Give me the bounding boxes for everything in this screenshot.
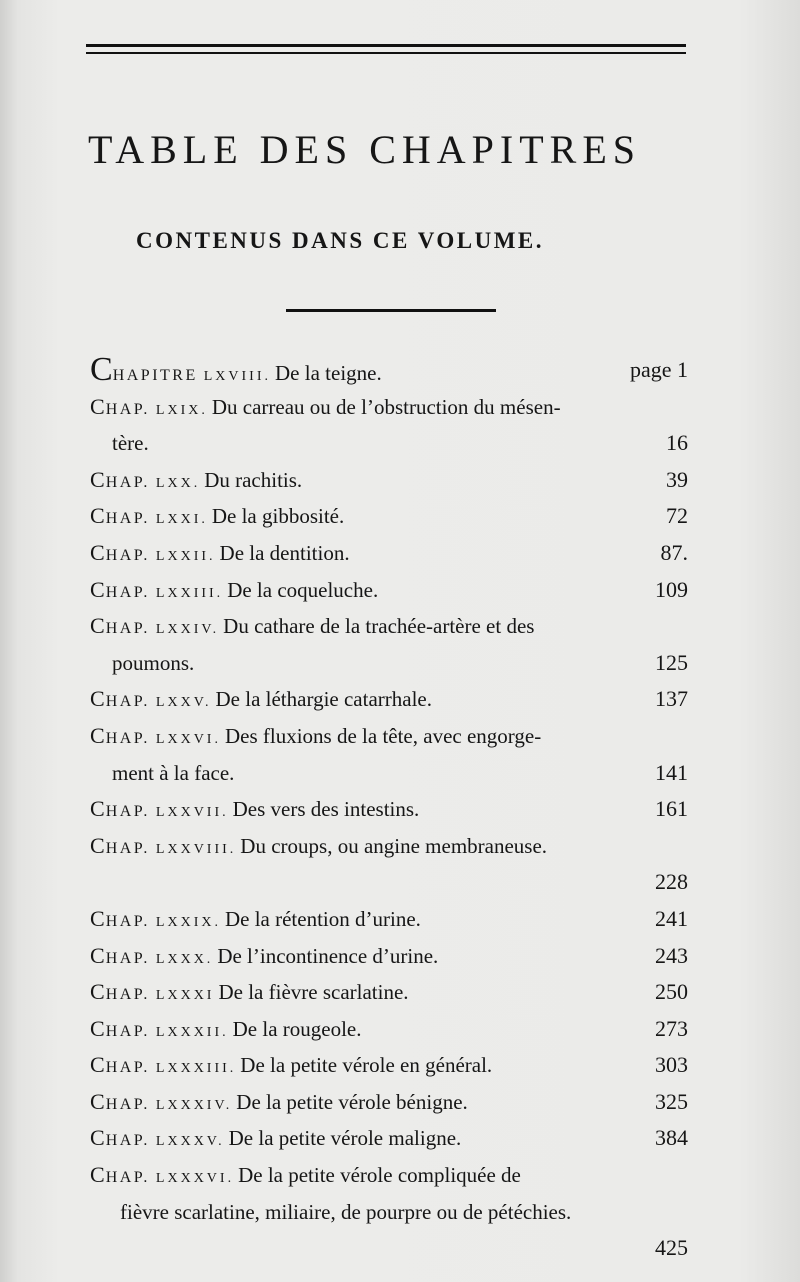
chapter-label [90, 393, 150, 419]
chapter-title: Des fluxions de la tête, avec engorge- [224, 723, 542, 748]
chapter-label-rest: HAPITRE [112, 367, 198, 384]
chapter-initial: C [90, 466, 106, 492]
toc-entry-page-line [90, 1230, 688, 1267]
toc-entry-line [90, 1084, 688, 1121]
chapter-title: De la petite vérole en général. [240, 1053, 493, 1078]
toc-entry [90, 352, 688, 389]
chapter-title: Du croups, ou angine membraneuse. [240, 833, 548, 858]
chapter-label-rest: HAP. [105, 803, 150, 821]
page-number: 109 [655, 576, 688, 602]
page-number: 72 [666, 503, 688, 529]
chapter-title-continuation: ment à la face. [112, 760, 235, 785]
toc-entry [90, 974, 688, 1011]
toc-entry-line [90, 901, 688, 938]
separator-rule [286, 309, 496, 312]
chapter-label-rest: HAP. [105, 473, 150, 491]
chapter-number: LXXXV. [155, 1134, 225, 1150]
toc-entry-line [90, 389, 688, 426]
chapter-initial: C [90, 1052, 106, 1078]
top-rule-thin [86, 52, 686, 54]
chapter-number: LXXVI. [155, 731, 221, 747]
chapter-number: LXXXIII. [155, 1061, 237, 1077]
chapter-label-rest: HAP. [105, 510, 150, 528]
chapter-title: De la petite vérole maligne. [228, 1126, 462, 1151]
chapter-number: LXXX. [155, 951, 214, 967]
chapter-label [90, 503, 150, 529]
toc-entry-line [90, 1047, 688, 1084]
chapter-number: LXVIII. [203, 369, 272, 384]
chapter-initial: C [90, 503, 106, 529]
chapter-label-rest: HAP. [105, 839, 150, 857]
chapter-number: LXX. [155, 475, 201, 491]
chapter-title: De la coqueluche. [227, 577, 379, 602]
chapter-title: De la petite vérole bénigne. [236, 1089, 468, 1114]
toc-entry [90, 791, 688, 828]
toc-entry-continuation [90, 755, 688, 792]
chapter-title: De l’incontinence d’urine. [217, 943, 439, 968]
toc-entry [90, 535, 688, 572]
chapter-label-rest: HAP. [105, 400, 150, 418]
toc-entry [90, 901, 688, 938]
page-number: page 1 [629, 357, 688, 382]
chapter-label-rest: HAP. [105, 1022, 150, 1040]
page-title: TABLE DES CHAPITRES [88, 127, 642, 172]
chapter-number: LXXXI [155, 988, 215, 1004]
toc-entry-line [90, 718, 688, 755]
table-of-contents [90, 352, 688, 1267]
chapter-label-rest: HAP. [105, 620, 150, 638]
chapter-label [90, 832, 150, 858]
page-number: 325 [655, 1088, 688, 1114]
chapter-title: Du carreau ou de l’obstruction du mésen- [211, 394, 561, 419]
chapter-label [90, 796, 150, 822]
chapter-number: LXXXVI. [155, 1171, 235, 1187]
chapter-label-rest: HAP. [105, 1132, 150, 1150]
chapter-title: De la rétention d’urine. [224, 906, 421, 931]
toc-entry [90, 608, 688, 681]
chapter-initial: C [90, 613, 106, 639]
chapter-label [90, 722, 150, 748]
chapter-title: De la léthargie catarrhale. [215, 687, 432, 712]
chapter-label-rest: HAP. [105, 1059, 150, 1077]
chapter-label-rest: HAP. [105, 546, 150, 564]
chapter-number: LXXI. [155, 512, 208, 528]
page-number: 228 [655, 869, 688, 895]
chapter-label-rest: HAP. [105, 986, 150, 1004]
chapter-label [90, 466, 150, 492]
chapter-number: LXIX. [155, 402, 208, 418]
chapter-label [90, 1052, 150, 1078]
page-number: 161 [655, 796, 688, 822]
chapter-label [90, 539, 150, 565]
chapter-initial: C [90, 1125, 106, 1151]
toc-entry-line [90, 1011, 688, 1048]
chapter-label [90, 1088, 150, 1114]
top-rule-thick [86, 44, 686, 47]
toc-entry-line [90, 791, 688, 828]
chapter-label [90, 979, 150, 1005]
chapter-label-rest: HAP. [105, 583, 150, 601]
page-number: 241 [655, 905, 688, 931]
toc-entry-line [90, 828, 688, 865]
chapter-initial: C [90, 832, 106, 858]
chapter-number: LXXXII. [155, 1024, 229, 1040]
chapter-title: Du rachitis. [204, 467, 303, 492]
chapter-label-rest: HAP. [105, 1169, 150, 1187]
page-number: 87. [660, 539, 688, 565]
chapter-initial: C [90, 1162, 106, 1188]
chapter-initial: C [90, 393, 106, 419]
toc-entry [90, 1011, 688, 1048]
chapter-label [90, 942, 150, 968]
toc-entry [90, 718, 688, 791]
chapter-label [90, 351, 198, 388]
page-number: 16 [666, 430, 688, 456]
page-number: 243 [655, 942, 688, 968]
chapter-label [90, 905, 150, 931]
toc-entry-continuation [90, 645, 688, 682]
chapter-number: LXXIX. [155, 914, 221, 930]
chapter-title: Des vers des intestins. [232, 797, 420, 822]
toc-entry-continuation [90, 1194, 688, 1231]
chapter-label-rest: HAP. [105, 729, 150, 747]
toc-entry [90, 938, 688, 975]
chapter-title-continuation: poumons. [112, 650, 195, 675]
page-number: 250 [655, 979, 688, 1005]
toc-entry-line [90, 608, 688, 645]
page-number: 425 [655, 1235, 688, 1261]
page-number: 125 [655, 649, 688, 675]
page-number: 137 [655, 686, 688, 712]
chapter-initial: C [90, 1088, 106, 1114]
chapter-title: De la petite vérole compliquée de [238, 1163, 521, 1188]
page-number: 273 [655, 1015, 688, 1041]
chapter-label [90, 686, 150, 712]
chapter-label [90, 576, 150, 602]
chapter-initial: C [90, 351, 113, 388]
chapter-title-continuation: tère. [112, 431, 149, 456]
page-number: 303 [655, 1052, 688, 1078]
toc-entry-line [90, 1120, 688, 1157]
chapter-initial: C [90, 686, 106, 712]
chapter-initial: C [90, 979, 106, 1005]
chapter-label-rest: HAP. [105, 912, 150, 930]
toc-entry-line [90, 572, 688, 609]
toc-entry [90, 1120, 688, 1157]
toc-entry-continuation [90, 425, 688, 462]
chapter-initial: C [90, 576, 106, 602]
chapter-number: LXXII. [155, 548, 216, 564]
chapter-label-rest: HAP. [105, 1095, 150, 1113]
toc-entry [90, 498, 688, 535]
chapter-initial: C [90, 796, 106, 822]
chapter-title: De la teigne. [275, 361, 382, 385]
chapter-title: De la rougeole. [232, 1016, 362, 1041]
chapter-label-rest: HAP. [105, 693, 150, 711]
toc-entry [90, 1047, 688, 1084]
page-number: 39 [666, 466, 688, 492]
chapter-label-rest: HAP. [105, 949, 150, 967]
toc-entry [90, 389, 688, 462]
chapter-initial: C [90, 1015, 106, 1041]
toc-entry-line [90, 681, 688, 718]
chapter-label [90, 1015, 150, 1041]
toc-entry [90, 1084, 688, 1121]
chapter-title: Du cathare de la trachée-artère et des [223, 614, 535, 639]
toc-entry-line [90, 938, 688, 975]
toc-entry-line [90, 352, 688, 389]
chapter-initial: C [90, 942, 106, 968]
chapter-title: De la gibbosité. [211, 504, 345, 529]
toc-entry [90, 462, 688, 499]
chapter-number: LXXV. [155, 695, 212, 711]
page-subtitle: CONTENUS DANS CE VOLUME. [136, 228, 544, 253]
chapter-initial: C [90, 539, 106, 565]
chapter-title: De la fièvre scarlatine. [218, 980, 409, 1005]
toc-entry [90, 681, 688, 718]
chapter-number: LXXVIII. [155, 841, 237, 857]
chapter-title-continuation: fièvre scarlatine, miliaire, de pourpre ou de pétéchies. [120, 1199, 572, 1224]
toc-entry [90, 1157, 688, 1267]
toc-entry [90, 572, 688, 609]
page-number: 384 [655, 1125, 688, 1151]
chapter-number: LXXVII. [155, 805, 229, 821]
toc-entry-line [90, 974, 688, 1011]
page-number: 141 [655, 759, 688, 785]
chapter-number: LXXIV. [155, 622, 220, 638]
toc-entry [90, 828, 688, 901]
toc-entry-line [90, 498, 688, 535]
chapter-initial: C [90, 905, 106, 931]
chapter-initial: C [90, 722, 106, 748]
chapter-number: LXXIII. [155, 585, 224, 601]
toc-entry-line [90, 462, 688, 499]
chapter-label [90, 1162, 150, 1188]
chapter-label [90, 1125, 150, 1151]
toc-entry-line [90, 1157, 688, 1194]
chapter-label [90, 613, 150, 639]
chapter-number: LXXXIV. [155, 1097, 233, 1113]
toc-entry-continuation [90, 864, 688, 901]
chapter-title: De la dentition. [219, 540, 350, 565]
toc-entry-line [90, 535, 688, 572]
